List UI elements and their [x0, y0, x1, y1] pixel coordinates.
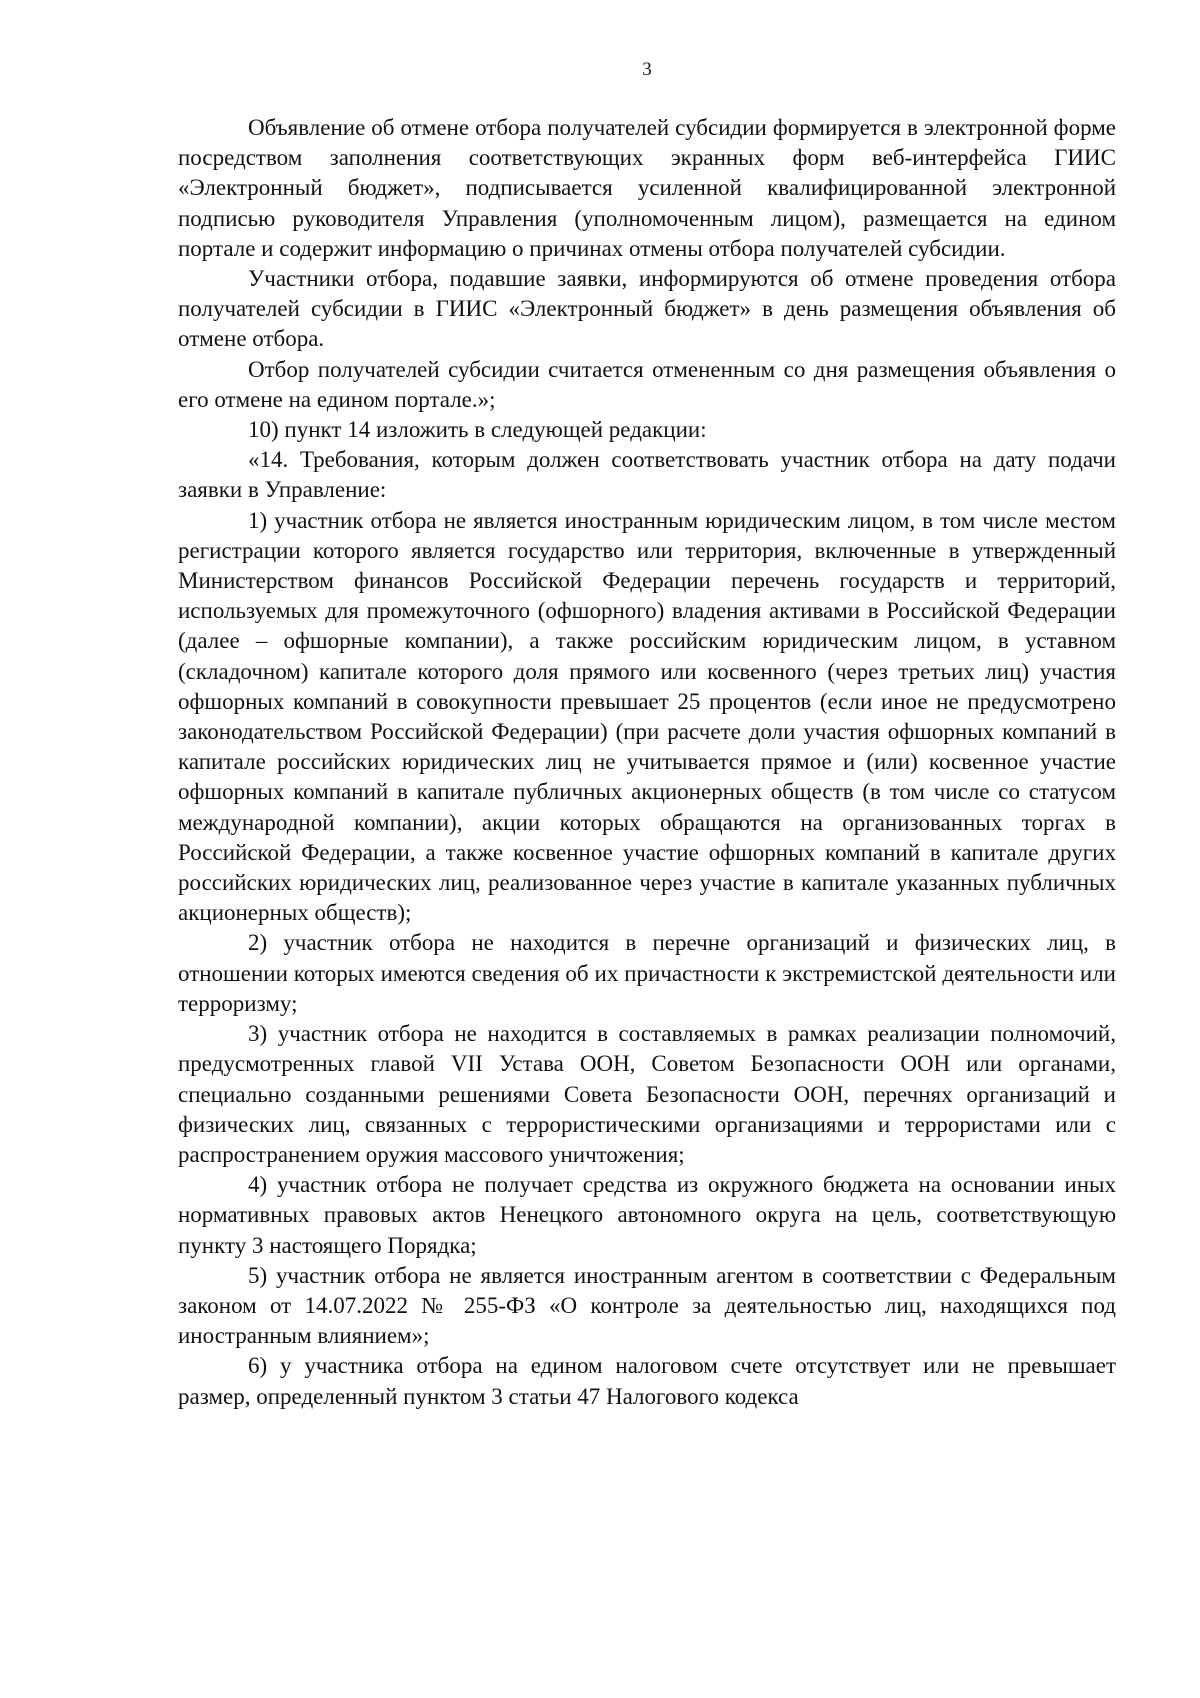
paragraph-cancel-announcement: Объявление об отмене отбора получателей субсидии формируется в электронной форме посредством заполнения соответствующих экранных форм веб-интерфейса ГИИС «Электронный бюджет», подписывается усиленной квалифицированной электронной подписью руководителя Управления (уполномоченным лицом), размещается на едином портале и содержит информацию о причинах отмены отбора получателей субсидии. — [178, 115, 1116, 261]
paragraph-requirement-4: 4) участник отбора не получает средства из окружного бюджета на основании иных нормативных правовых актов Ненецкого автономного округа на цель, соответствующую пункту 3 настоящего Порядка; — [178, 1172, 1116, 1258]
paragraph-selection-cancelled: Отбор получателей субсидии считается отмененным со дня размещения объявления о его отмене на едином портале.»; — [178, 356, 1116, 412]
paragraph-clause-14: «14. Требования, которым должен соответствовать участник отбора на дату подачи заявки в Управление: — [178, 447, 1116, 503]
paragraph-participants-informed: Участники отбора, подавшие заявки, информируются об отмене проведения отбора получателей субсидии в ГИИС «Электронный бюджет» в день размещения объявления об отмене отбора. — [178, 266, 1116, 352]
page-number: 3 — [642, 59, 652, 80]
paragraph-requirement-6: 6) у участника отбора на едином налоговом счете отсутствует или не превышает размер, определенный пунктом 3 статьи 47 Налогового кодекса — [178, 1353, 1116, 1409]
paragraph-requirement-1: 1) участник отбора не является иностранным юридическим лицом, в том числе местом регистрации которого является государство или территория, включенные в утвержденный Министерством финансов Российской Федерации перечень государств и территорий, используемых для промежуточного (офшорного) владения активами в Российской Федерации (далее – офшорные компании), а также российским юридическим лицом, в уставном (складочном) капитале которого доля прямого или косвенного (через третьих лиц) участия офшорных компаний в совокупности превышает 25 процентов (если иное не предусмотрено законодательством Российской Федерации) (при расчете доли участия офшорных компаний в капитале российских юридических лиц не учитывается прямое и (или) косвенное участие офшорных компаний в капитале публичных акционерных обществ (в том числе со статусом международной компании), акции которых обращаются на организованных торгах в Российской Федерации, а также косвенное участие офшорных компаний в капитале других российских юридических лиц, реализованное через участие в капитале указанных публичных акционерных обществ); — [178, 507, 1116, 926]
paragraph-item-10: 10) пункт 14 изложить в следующей редакции: — [248, 417, 707, 443]
paragraph-requirement-5: 5) участник отбора не является иностранным агентом в соответствии с Федеральным законом от 14.07.2022 № 255-ФЗ «О контроле за деятельностью лиц, находящихся под иностранным влиянием»; — [178, 1262, 1116, 1349]
paragraph-requirement-3: 3) участник отбора не находится в составляемых в рамках реализации полномочий, предусмотренных главой VII Устава ООН, Советом Безопасности ООН или органами, специально созданными решениями Совета Безопасности ООН, перечнях организаций и физических лиц, связанных с террористическими организациями и террористами или с распространением оружия массового уничтожения; — [178, 1021, 1116, 1167]
document-body — [178, 113, 1116, 1412]
paragraph-requirement-2: 2) участник отбора не находится в перечне организаций и физических лиц, в отношении которых имеются сведения об их причастности к экстремистской деятельности или терроризму; — [178, 930, 1116, 1016]
